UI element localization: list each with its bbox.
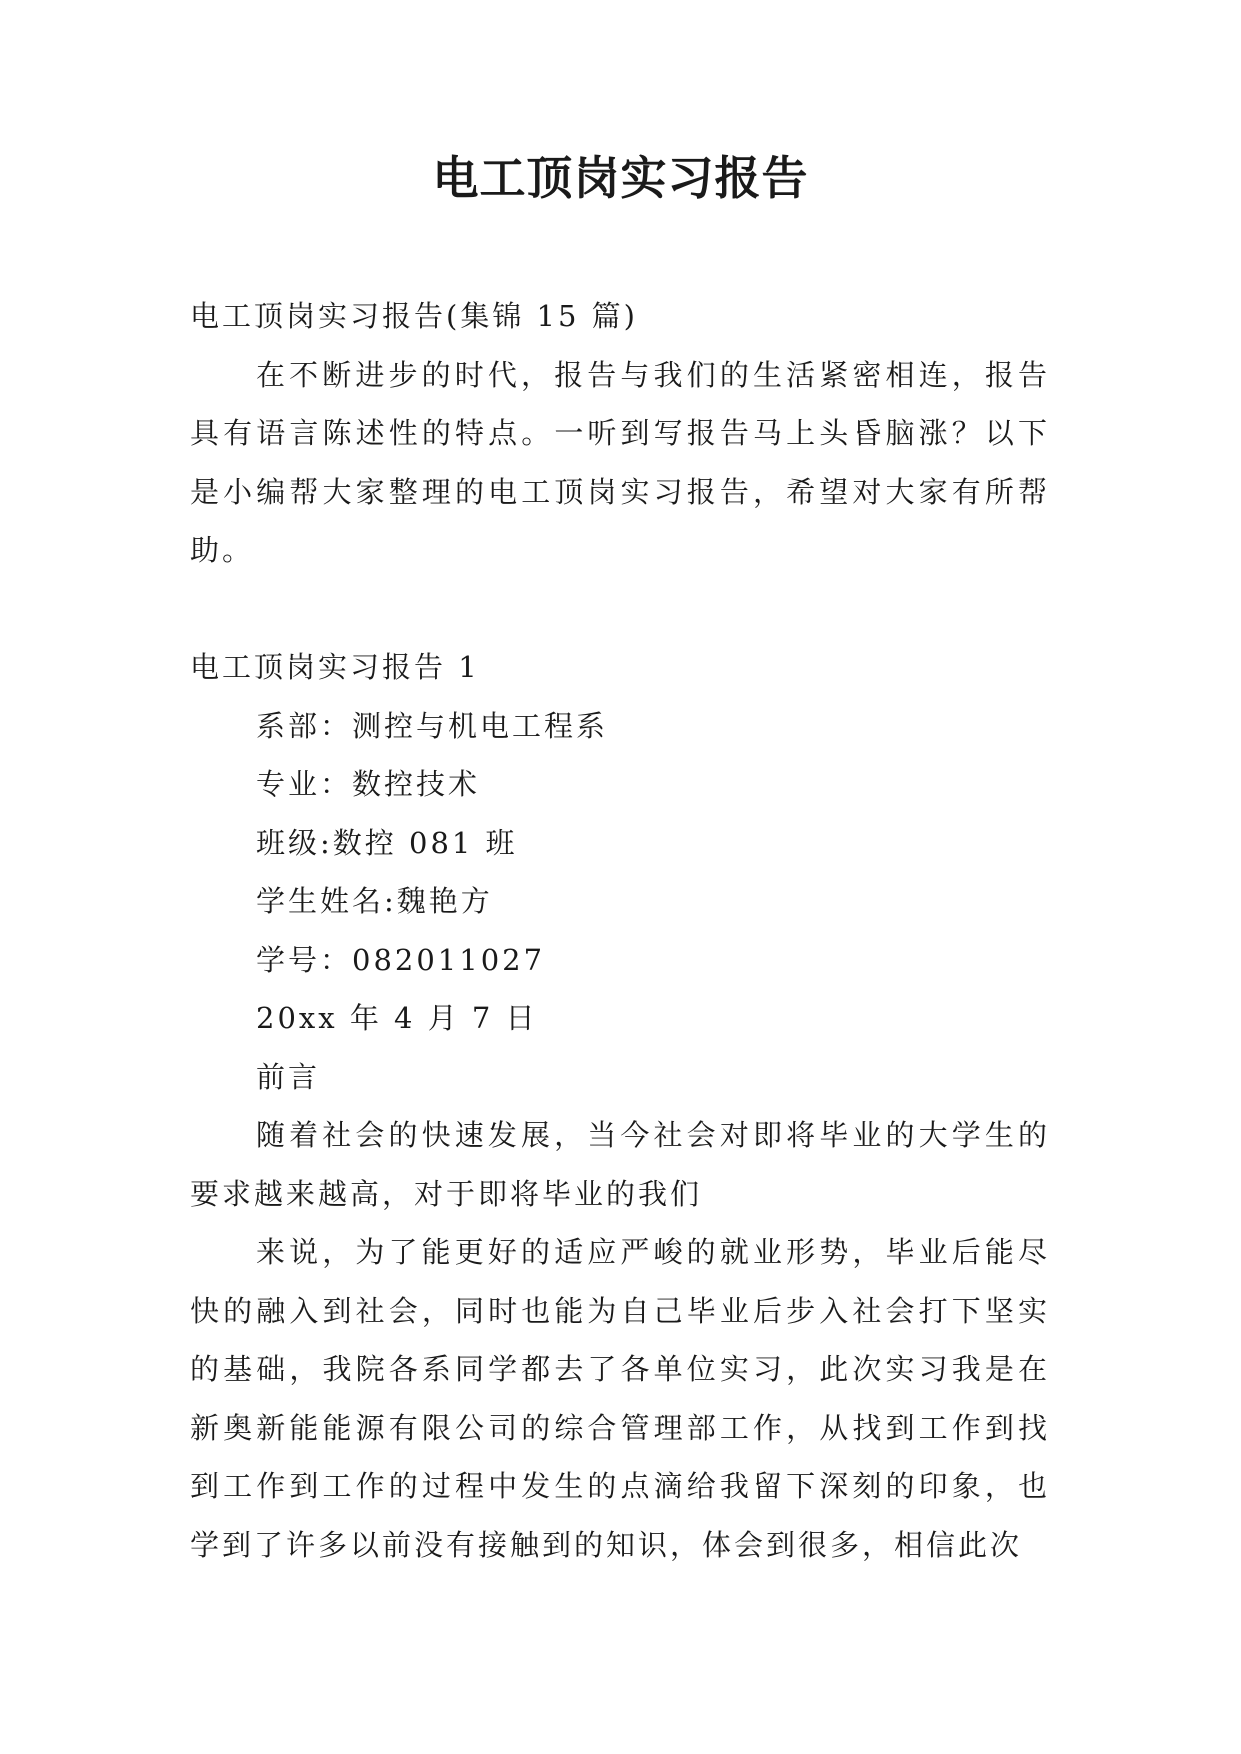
class-line: 班级:数控 081 班: [256, 825, 518, 860]
blank-line: [190, 580, 1050, 639]
preface-paragraph-1: 随着社会的快速发展，当今社会对即将毕业的大学生的要求越来越高，对于即将毕业的我们: [190, 1118, 1050, 1211]
section-heading: 电工顶岗实习报告 1: [190, 650, 480, 684]
preface-heading: 前言: [256, 1059, 321, 1094]
student-id-line: 学号：082011027: [256, 942, 546, 977]
date-line: 20xx 年 4 月 7 日: [256, 1001, 538, 1035]
document-title: 电工顶岗实习报告: [432, 151, 809, 205]
department-line: 系部：测控与机电工程系: [256, 708, 609, 743]
subtitle-line: 电工顶岗实习报告(集锦 15 篇): [190, 299, 638, 333]
document-body: [190, 287, 1050, 1574]
student-name-line: 学生姓名:魏艳方: [256, 884, 493, 918]
intro-paragraph: 在不断进步的时代，报告与我们的生活紧密相连，报告具有语言陈述性的特点。一听到写报告马上头昏脑涨？以下是小编帮大家整理的电工顶岗实习报告，希望对大家有所帮助。: [190, 357, 1050, 567]
preface-paragraph-2: 来说，为了能更好的适应严峻的就业形势，毕业后能尽快的融入到社会，同时也能为自己毕业后步入社会打下坚实的基础，我院各系同学都去了各单位实习，此次实习我是在新奥新能能源有限公司的综合管理部工作，从找到工作到找到工作到工作的过程中发生的点滴给我留下深刻的印象，也学到了许多以前没有接触到的知识，体会到很多，相信此次: [190, 1235, 1050, 1562]
major-line: 专业：数控技术: [256, 767, 481, 801]
